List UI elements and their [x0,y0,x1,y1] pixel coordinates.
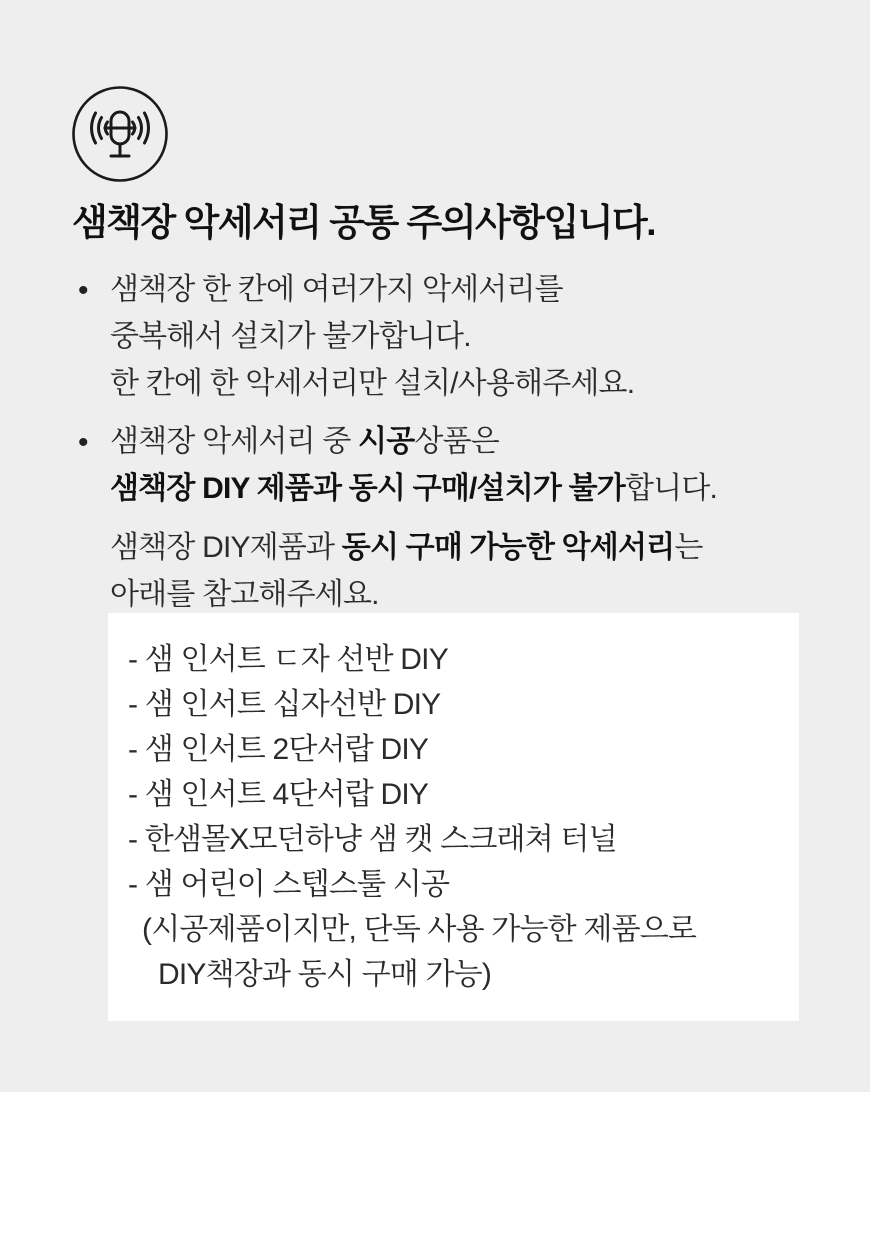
bullet1-line1: 샘책장 한 칸에 여러가지 악세서리를 [110,273,563,306]
bullet2-line2-normal: 합니다. [624,472,718,505]
list-item: - 샘 인서트 2단서랍 DIY [128,733,429,766]
list-item: - 샘 인서트 ㄷ자 선반 DIY [128,643,448,676]
wave-right-mid [139,118,142,139]
announcement-mic-icon [71,85,169,183]
paragraph-line1-bold: 동시 구매 가능한 악세서리 [341,531,675,564]
icon-circle-outline [74,88,167,181]
bullet2-line1-normal2: 상품은 [414,425,499,458]
paragraph-line1-normal1: 샘책장 DIY제품과 [110,531,342,564]
announcement-mic-icon-svg [71,85,169,183]
notice-title: 샘책장 악세서리 공통 주의사항입니다. [72,202,655,243]
bullet2-line2 [110,465,717,512]
bullet1-line3: 한 칸에 한 악세서리만 설치/사용해주세요. [110,367,635,400]
paragraph-text [110,524,703,618]
wave-right-outer [145,113,149,143]
bullet2-text [110,418,717,512]
bullet2-line2-bold: 샘책장 DIY 제품과 동시 구매/설치가 불가 [110,472,625,505]
wave-left-mid [99,118,102,139]
bullet2-line1 [110,418,717,465]
wave-left-outer [92,113,96,143]
bullet2-line1-bold: 시공 [358,425,415,458]
compatible-products-card [108,613,799,1021]
list-note-line2: DIY책장과 동시 구매 가능) [158,958,492,991]
list-item: - 샘 인서트 4단서랍 DIY [128,778,429,811]
microphone-glyph [92,112,149,156]
list-item: - 샘 어린이 스텝스툴 시공 [128,868,450,901]
paragraph-line1 [110,524,703,571]
bullet2-line1-normal1: 샘책장 악세서리 중 [110,425,359,458]
list-item: - 한샘몰X모던하냥 샘 캣 스크래쳐 터널 [128,823,617,856]
list-item: - 샘 인서트 십자선반 DIY [128,688,441,721]
paragraph-line2: 아래를 참고해주세요. [110,578,379,611]
paragraph-line1-normal2: 는 [674,531,703,564]
bullet1-text [110,266,634,407]
bullet2-marker: • [78,426,89,459]
list-note-line1: (시공제품이지만, 단독 사용 가능한 제품으로 [142,913,697,946]
bullet1-marker: • [78,274,89,307]
bullet1-line2: 중복해서 설치가 불가합니다. [110,320,471,353]
compatible-products-list [108,613,799,997]
